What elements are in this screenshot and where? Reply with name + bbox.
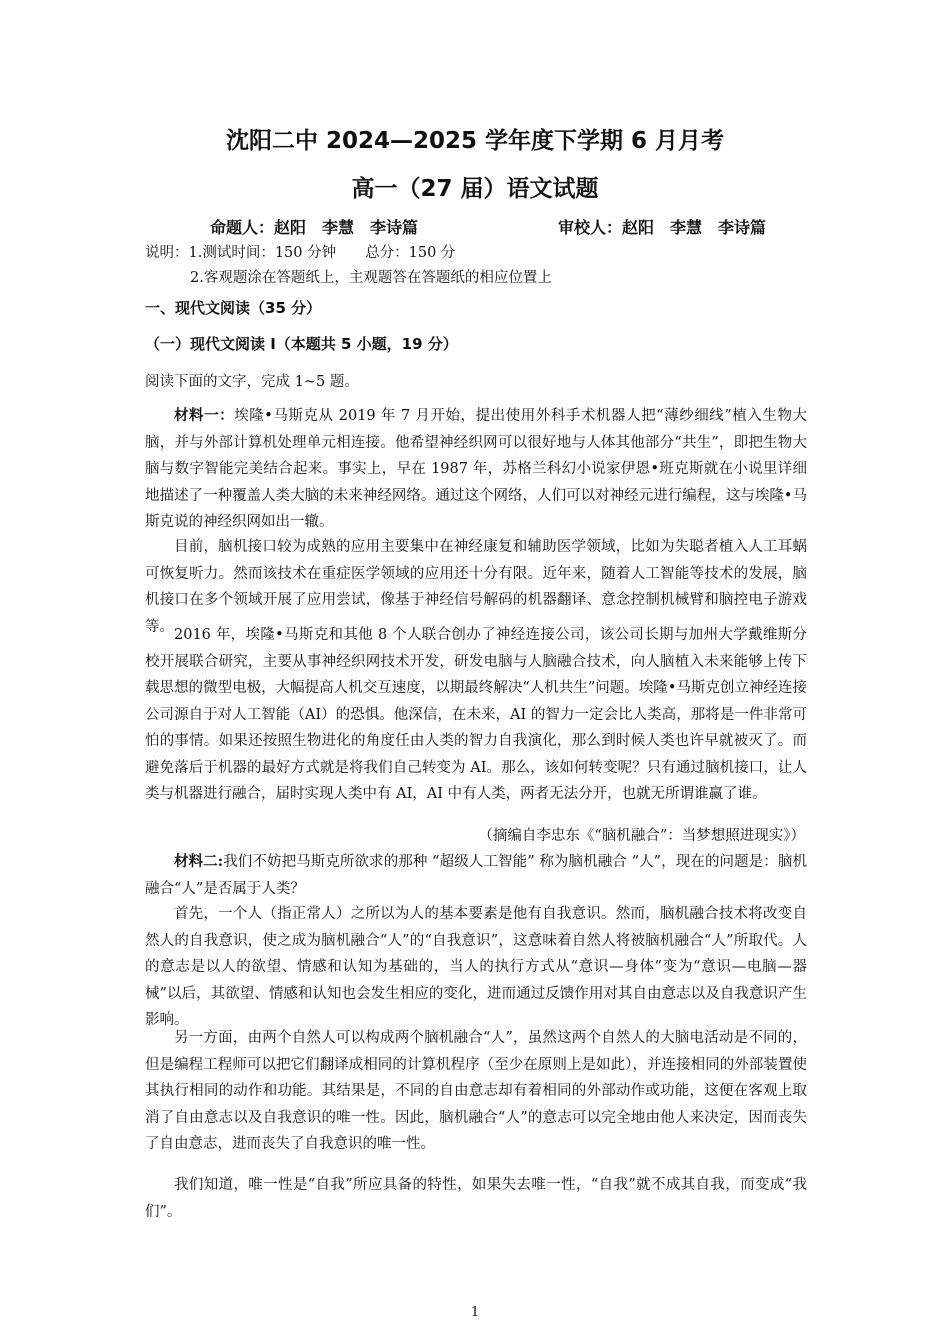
exam-title: 沈阳二中 2024—2025 学年度下学期 6 月月考 (225, 128, 725, 154)
material2-paragraph-4: 我们知道，唯一性是“自我”所应具备的特性，如果失去唯一性，“自我”就不成其自我，而变成“我们”。 (145, 1177, 807, 1220)
part-heading: （一）现代文阅读 I（本题共 5 小题，19 分） (145, 335, 458, 353)
note-line-1: 说明：1.测试时间：150 分钟 总分：150 分 (145, 245, 456, 261)
material2-paragraph-1: 材料二:我们不妨把马斯克所欲求的那种 “超级人工智能” 称为脑机融合 “人”，现在的问题是：脑机融合“人”是否属于人类？ (145, 853, 807, 897)
section-heading: 一、现代文阅读（35 分） (145, 299, 322, 317)
reviewers: 审校人：赵阳 李慧 李诗篇 (558, 218, 767, 237)
material2-paragraph-3: 另一方面，由两个自然人可以构成两个脑机融合“人”，虽然这两个自然人的大脑电活动是不同的，但是编程工程师可以把它们翻译成相同的计算机程序（至少在原则上是如此），并连接相同的外部装置使其执行相同的动作和功能。其结果是，不同的自由意志却有着相同的外部动作或功能，这便在客观上取消了自由意志以及自我意识的唯一性。因此，脑机融合“人”的意志可以完全地由他人来决定，因而丧失了自由意志，进而丧失了自我意识的唯一性。 (145, 1030, 807, 1152)
page-number: 1 (470, 1305, 480, 1320)
material1-paragraph-3: 2016 年，埃隆•马斯克和其他 8 个人联合创办了神经连接公司，该公司长期与加州大学戴维斯分校开展联合研究，主要从事神经织网技术开发，研发电脑与人脑融合技术，向人脑植入未来能够上传下载思想的微型电极，大幅提高人机交互速度，以期最终解决“人机共生”问题。埃隆•马斯克创立神经连接公司源自于对人工智能（AI）的恐惧。他深信，在未来，AI 的智力一定会比人类高，那将是一件非常可怕的事情。如果还按照生物进化的角度任由人类的智力自我演化，那么到时候人类也许早就被灭了。而避免落后于机器的最好方式就是将我们自己转变为 AI。那么，该如何转变呢？只有通过脑机接口，让人类与机器进行融合，届时实现人类中有 AI，AI 中有人类，两者无法分开，也就无所谓谁赢了谁。 (145, 627, 807, 802)
exam-subtitle: 高一（27 届）语文试题 (351, 176, 599, 202)
material1-label: 材料一： (174, 407, 235, 424)
material1-paragraph-2: 目前，脑机接口较为成熟的应用主要集中在神经康复和辅助医学领域，比如为失聪者植入人工耳蜗可恢复听力。然而该技术在重症医学领域的应用还十分有限。近年来，随着人工智能等技术的发展，脑机接口在多个领域开展了应用尝试，像基于神经信号解码的机器翻译、意念控制机械臂和脑控电子游戏等。 (145, 539, 807, 635)
material1-paragraph-1: 材料一：埃隆•马斯克从 2019 年 7 月开始，提出使用外科手术机器人把“薄纱细线”植入生物大脑，并与外部计算机处理单元相连接。他希望神经织网可以很好地与人体其他部分“共生”，即把生物大脑与数字智能完美结合起来。事实上，早在 1987 年，苏格兰科幻小说家伊恩•班克斯就在小说里详细地描述了一种覆盖人类大脑的未来神经网络。通过这个网络，人们可以对神经元进行编程，这与埃隆•马斯克说的神经织网如出一辙。 (145, 407, 807, 530)
material2-label: 材料二: (174, 853, 224, 870)
material1-source: （摘编自李忠东《“脑机融合”：当梦想照进现实》） (478, 828, 805, 844)
material2-paragraph-2: 首先，一个人（指正常人）之所以为人的基本要素是他有自我意识。然而，脑机融合技术将改变自然人的自我意识，使之成为脑机融合“人”的“自我意识”，这意味着自然人将被脑机融合“人”所取代。人的意志是以人的欲望、情感和认知为基础的，当人的执行方式从“意识—身体”变为“意识—电脑—器械”以后，其欲望、情感和认知也会发生相应的变化，进而通过反馈作用对其自由意志以及自我意识产生影响。 (145, 906, 807, 1028)
question-setters: 命题人：赵阳 李慧 李诗篇 (210, 218, 419, 237)
note-line-2: 2.客观题涂在答题纸上，主观题答在答题纸的相应位置上 (190, 270, 552, 286)
instruction-text: 阅读下面的文字，完成 1~5 题。 (145, 374, 359, 390)
